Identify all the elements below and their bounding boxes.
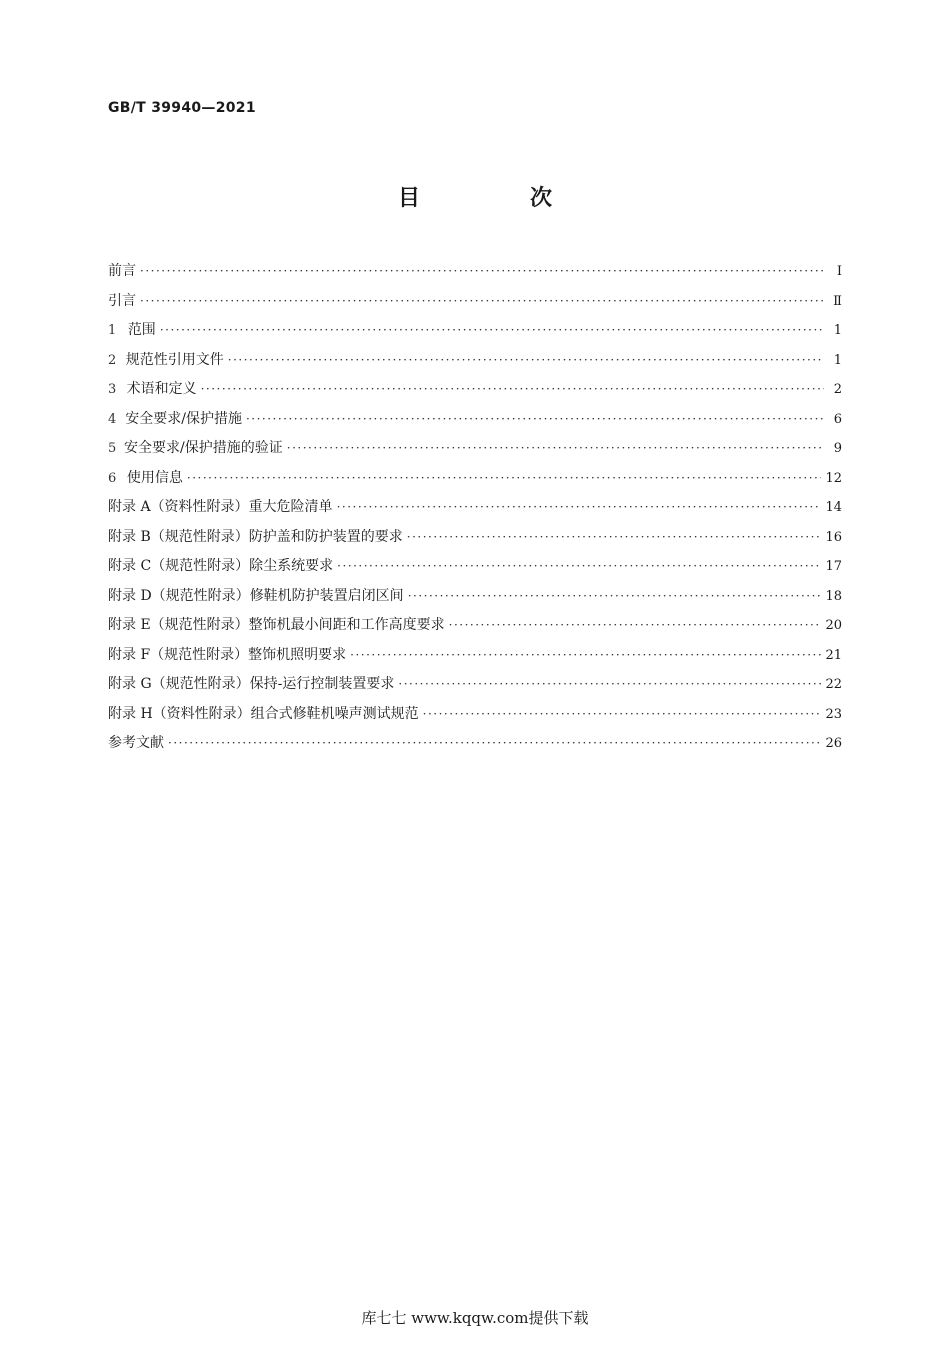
toc-entry-number: 1 (108, 323, 117, 338)
toc-dot-leader (350, 641, 821, 671)
toc-entry-page: 21 (825, 647, 842, 663)
toc-dot-leader (201, 375, 824, 405)
toc-entry[interactable] (108, 316, 842, 346)
toc-entry-page: Ⅰ (836, 264, 842, 279)
toc-entry-label: 除尘系统要求 (249, 558, 334, 574)
toc-entry-label: 前言 (108, 263, 136, 279)
toc-entry-label: 规范性引用文件 (125, 351, 224, 368)
toc-dot-leader (228, 346, 824, 376)
toc-entry-number: 2 (108, 352, 117, 368)
toc-entry-number: 3 (108, 382, 117, 397)
toc-entry-label: 修鞋机防护装置启闭区间 (249, 587, 404, 604)
toc-entry[interactable] (108, 464, 842, 494)
toc-entry-label: 整饰机照明要求 (248, 646, 347, 663)
toc-entry-page: 16 (825, 529, 842, 545)
toc-entry[interactable] (108, 493, 842, 523)
toc-entry-page: 12 (825, 470, 842, 486)
toc-entry-annex-prefix: 附录 A（资料性附录） (108, 499, 249, 515)
toc-entry-page: 22 (825, 677, 842, 692)
toc-entry-label: 安全要求/保护措施的验证 (124, 440, 283, 456)
toc-dot-leader (140, 257, 824, 287)
toc-entry[interactable] (108, 582, 842, 612)
toc-entry[interactable] (108, 611, 842, 641)
toc-entry[interactable] (108, 434, 842, 464)
toc-entry[interactable] (108, 641, 842, 671)
standard-code: GB/T 39940—2021 (108, 100, 256, 116)
toc-entry-page: 1 (833, 323, 842, 338)
toc-entry[interactable] (108, 523, 842, 553)
toc-entry[interactable] (108, 405, 842, 435)
toc-dot-leader (246, 405, 824, 435)
toc-dot-leader (160, 316, 824, 346)
toc-entry-page: 18 (825, 588, 842, 604)
toc-entry-annex-prefix: 附录 D（规范性附录） (108, 587, 250, 604)
toc-entry[interactable] (108, 257, 842, 287)
toc-entry[interactable] (108, 375, 842, 405)
toc-title: 目 次 (397, 186, 596, 211)
toc-entry[interactable] (108, 670, 842, 700)
toc-entry-label: 使用信息 (126, 469, 183, 486)
toc-entry-label: 整饰机最小间距和工作高度要求 (248, 617, 445, 633)
toc-entry-page: 14 (825, 500, 842, 515)
toc-entry-page: 23 (825, 706, 842, 722)
toc-entry-annex-prefix: 附录 C（规范性附录） (108, 558, 250, 574)
toc-dot-leader (337, 552, 821, 582)
toc-entry-label: 保持-运行控制装置要求 (249, 676, 395, 692)
toc-entry-page: 20 (825, 618, 842, 633)
toc-entry-page: 2 (833, 382, 842, 397)
toc-entry-page: 17 (825, 559, 842, 574)
toc-entry-label: 组合式修鞋机噪声测试规范 (250, 705, 419, 722)
toc-entry-label: 引言 (108, 292, 136, 309)
toc-entry-number: 6 (108, 470, 117, 486)
toc-entry-label: 参考文献 (108, 735, 164, 751)
toc-dot-leader (337, 493, 822, 523)
toc-entry-annex-prefix: 附录 G（规范性附录） (108, 676, 250, 692)
toc-dot-leader (168, 729, 821, 759)
toc-entry-annex-prefix: 附录 F（规范性附录） (108, 646, 249, 663)
toc-entry[interactable] (108, 729, 842, 759)
toc-entry-annex-prefix: 附录 B（规范性附录） (108, 528, 249, 545)
toc-entry-label: 范围 (127, 322, 156, 338)
toc-entry-annex-prefix: 附录 H（资料性附录） (108, 705, 251, 722)
toc-dot-leader (423, 700, 822, 730)
toc-entry-page: 26 (825, 736, 842, 751)
toc-dot-leader (449, 611, 822, 641)
toc-entry[interactable] (108, 346, 842, 376)
toc-dot-leader (408, 582, 822, 612)
toc-entry-page: 6 (833, 411, 842, 427)
toc-entry[interactable] (108, 700, 842, 730)
toc-entry[interactable] (108, 552, 842, 582)
toc-entry-number: 5 (108, 441, 117, 456)
toc-entry-label: 安全要求/保护措施 (125, 410, 242, 427)
toc-dot-leader (287, 434, 824, 464)
toc-entry-page: 1 (833, 352, 842, 368)
table-of-contents (108, 257, 842, 759)
toc-dot-leader (187, 464, 822, 494)
toc-dot-leader (407, 523, 822, 553)
toc-entry-number: 4 (108, 411, 117, 427)
toc-entry-page: Ⅱ (833, 293, 842, 309)
toc-dot-leader (398, 670, 821, 700)
toc-entry-label: 防护盖和防护装置的要求 (248, 528, 403, 545)
toc-entry-label: 重大危险清单 (248, 499, 333, 515)
toc-entry-page: 9 (833, 441, 842, 456)
footer-watermark: 库七七 www.kqqw.com提供下载 (361, 1309, 589, 1327)
toc-dot-leader (140, 287, 824, 317)
toc-entry-annex-prefix: 附录 E（规范性附录） (108, 617, 249, 633)
toc-entry-label: 术语和定义 (126, 381, 197, 397)
toc-entry[interactable] (108, 287, 842, 317)
